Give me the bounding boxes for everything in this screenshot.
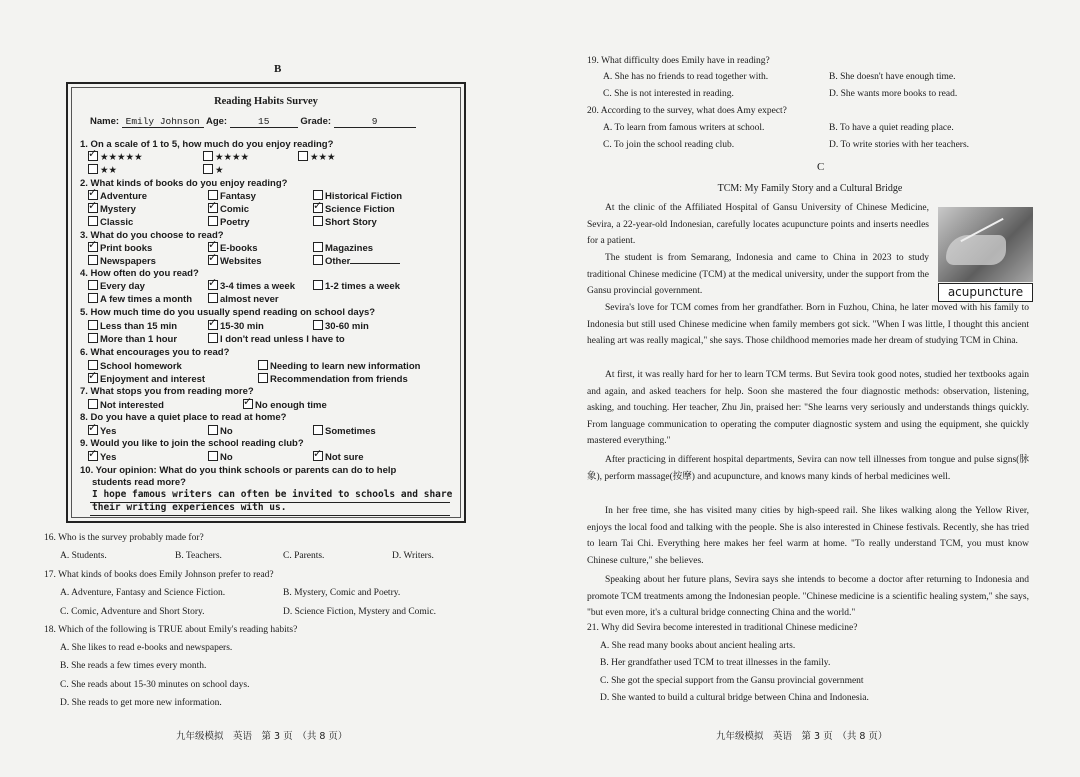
checkbox[interactable] xyxy=(88,280,98,290)
checkbox[interactable] xyxy=(88,320,98,330)
checkbox[interactable] xyxy=(208,451,218,461)
checkbox[interactable] xyxy=(313,280,323,290)
q1-option-4[interactable]: ★★★★ xyxy=(203,151,249,163)
survey-question-5: 5. How much time do you usually spend reading on school days? xyxy=(80,307,376,318)
q18-option-c[interactable]: C. She reads about 15-30 minutes on school days. xyxy=(60,680,250,690)
survey-question-4: 4. How often do you read? xyxy=(80,268,199,279)
q2-historical-fiction[interactable]: Historical Fiction xyxy=(313,190,402,202)
survey-question-6: 6. What encourages you to read? xyxy=(80,347,230,358)
q20-option-c[interactable]: C. To join the school reading club. xyxy=(603,140,735,150)
question-16: 16. Who is the survey probably made for? xyxy=(44,533,204,543)
q16-option-c[interactable]: C. Parents. xyxy=(283,551,325,561)
q20-option-d[interactable]: D. To write stories with her teachers. xyxy=(829,140,970,150)
age-value: 15 xyxy=(230,116,298,128)
survey-question-7: 7. What stops you from reading more? xyxy=(80,386,254,397)
q5-more-than-1h[interactable]: More than 1 hour xyxy=(88,333,177,345)
checkbox-checked[interactable] xyxy=(208,203,218,213)
q21-option-a[interactable]: A. She read many books about ancient healing arts. xyxy=(600,641,796,651)
survey-question-2: 2. What kinds of books do you enjoy reading? xyxy=(80,178,288,189)
acupuncture-caption: acupuncture xyxy=(938,283,1033,302)
checkbox[interactable] xyxy=(88,399,98,409)
q18-option-d[interactable]: D. She reads to get more new information. xyxy=(60,698,222,708)
q20-option-a[interactable]: A. To learn from famous writers at school. xyxy=(603,123,765,133)
q9-no[interactable]: No xyxy=(208,451,233,463)
q16-option-d[interactable]: D. Writers. xyxy=(392,551,434,561)
q17-option-b[interactable]: B. Mystery, Comic and Poetry. xyxy=(283,588,401,598)
q7-not-interested[interactable]: Not interested xyxy=(88,399,164,411)
article-paragraph-2: The student is from Semarang, Indonesia and came to China in 2023 to study traditional Chinese medicine (TCM) at the medical university, under the support from the Gansu provincial government. xyxy=(587,253,929,297)
q4-3-4-times[interactable]: ✓ 3-4 times a week xyxy=(208,280,295,292)
checkbox[interactable] xyxy=(313,242,323,252)
q17-option-a[interactable]: A. Adventure, Fantasy and Science Fiction. xyxy=(60,588,226,598)
q3-magazines[interactable]: Magazines xyxy=(313,242,373,254)
q5-15-30[interactable]: ✓ 15-30 min xyxy=(208,320,264,332)
q16-option-a[interactable]: A. Students. xyxy=(60,551,107,561)
article-paragraph-5: After practicing in different hospital departments, Sevira can now tell illnesses from tongue and pulse signs(脉象), perform massage(按摩) and acupuncture, and knows many kinds of herbal medicines well. xyxy=(587,455,1029,482)
question-17: 17. What kinds of books does Emily Johnson prefer to read? xyxy=(44,570,274,580)
q2-comic[interactable]: ✓ Comic xyxy=(208,203,249,215)
q16-option-b[interactable]: B. Teachers. xyxy=(175,551,222,561)
checkbox[interactable] xyxy=(258,373,268,383)
q19-option-c[interactable]: C. She is not interested in reading. xyxy=(603,89,734,99)
checkbox[interactable] xyxy=(208,216,218,226)
checkbox[interactable] xyxy=(88,164,98,174)
checkbox[interactable] xyxy=(298,151,308,161)
q8-yes[interactable]: ✓Yes xyxy=(88,425,116,437)
article-paragraph-1: At the clinic of the Affiliated Hospital of Gansu University of Chinese Medicine, Sevira, a 22-year-old Indonesian, carefully locates acupuncture points and inserts needles for a patient. xyxy=(587,203,929,247)
article-paragraph-4: At first, it was really hard for her to learn TCM terms. But Sevira took good notes, studied her textbooks again and again, and asked teachers for help. Soon she mastered the four diagnostic methods: observation, listening, asking, and touching. Her teacher, Zhu Jin, praised her: "She learns very seriously and understands things quickly. From language communication to operating the computer diagnostic system and using the equipment, she quickly mastered everything." xyxy=(587,370,1029,447)
q4-1-2-times[interactable]: 1-2 times a week xyxy=(313,280,400,292)
article-title: TCM: My Family Story and a Cultural Bridge xyxy=(717,183,903,194)
q17-option-c[interactable]: C. Comic, Adventure and Short Story. xyxy=(60,607,205,617)
survey-question-10: 10. Your opinion: What do you think schools or parents can do to help xyxy=(80,465,397,476)
checkbox-checked[interactable] xyxy=(88,425,98,435)
section-b-label: B xyxy=(274,63,282,75)
checkbox-checked[interactable] xyxy=(88,242,98,252)
q8-no[interactable]: No xyxy=(208,425,233,437)
handwritten-answer-line-1[interactable]: I hope famous writers can often be invited to schools and share xyxy=(92,489,453,500)
survey-question-1: 1. On a scale of 1 to 5, how much do you enjoy reading? xyxy=(80,139,334,150)
q3-other[interactable]: Other xyxy=(313,255,400,267)
q4-every-day[interactable]: Every day xyxy=(88,280,145,292)
checkbox[interactable] xyxy=(203,164,213,174)
checkbox[interactable] xyxy=(313,216,323,226)
q19-option-b[interactable]: B. She doesn't have enough time. xyxy=(829,72,956,82)
q18-option-a[interactable]: A. She likes to read e-books and newspapers. xyxy=(60,643,233,653)
grade-value: 9 xyxy=(334,116,416,128)
section-c-label: C xyxy=(817,161,825,173)
article-paragraph-6: In her free time, she has visited many cities by high-speed rail. She likes walking along the Yellow River, enjoys the local food and talking with the people. She is also interested in Chinese festivals. Recently, she has tried to learn Tai Chi. Everything here makes her feel warm at home. "To really understand TCM, you must know Chinese culture," she believes. xyxy=(587,506,1029,566)
checkbox-checked[interactable] xyxy=(88,151,98,161)
checkbox[interactable] xyxy=(313,425,323,435)
q9-not-sure[interactable]: ✓ Not sure xyxy=(313,451,364,463)
q20-option-b[interactable]: B. To have a quiet reading place. xyxy=(829,123,954,133)
checkbox-checked[interactable] xyxy=(208,280,218,290)
q9-yes[interactable]: ✓Yes xyxy=(88,451,116,463)
checkbox-checked[interactable] xyxy=(208,320,218,330)
q1-option-5[interactable]: ✓★★★★★ xyxy=(88,151,143,163)
q2-adventure[interactable]: ✓Adventure xyxy=(88,190,147,202)
checkbox[interactable] xyxy=(208,425,218,435)
checkbox-checked[interactable] xyxy=(243,399,253,409)
q7-no-time[interactable]: ✓ No enough time xyxy=(243,399,327,411)
q8-sometimes[interactable]: Sometimes xyxy=(313,425,376,437)
checkbox[interactable] xyxy=(88,293,98,303)
checkbox[interactable] xyxy=(88,333,98,343)
q2-fantasy[interactable]: Fantasy xyxy=(208,190,256,202)
q6-learn-new[interactable]: Needing to learn new information xyxy=(258,360,420,372)
q5-30-60[interactable]: 30-60 min xyxy=(313,320,369,332)
name-value: Emily Johnson xyxy=(122,116,204,128)
article-paragraph-3: Sevira's love for TCM comes from her grandfather. Born in Fuzhou, China, he later moved with his family to Indonesia but still used Chinese medicine when family members got sick. "When I was little, I thought this ancient healing art was really magical," she says. Those childhood memories made her dream of studying TCM in China. xyxy=(587,303,1029,347)
checkbox[interactable] xyxy=(208,293,218,303)
reading-habits-survey xyxy=(66,82,466,523)
checkbox[interactable] xyxy=(313,320,323,330)
q4-almost-never[interactable]: almost never xyxy=(208,293,279,305)
checkbox-checked[interactable] xyxy=(313,203,323,213)
q18-option-b[interactable]: B. She reads a few times every month. xyxy=(60,661,207,671)
q5-less-than-15[interactable]: Less than 15 min xyxy=(88,320,177,332)
q5-dont-read[interactable]: I don't read unless I have to xyxy=(208,333,345,345)
q17-option-d[interactable]: D. Science Fiction, Mystery and Comic. xyxy=(283,607,437,617)
question-21: 21. Why did Sevira become interested in traditional Chinese medicine? xyxy=(587,623,858,633)
q3-websites[interactable]: ✓ Websites xyxy=(208,255,262,267)
survey-question-9: 9. Would you like to join the school reading club? xyxy=(80,438,304,449)
q2-short-story[interactable]: Short Story xyxy=(313,216,377,228)
q21-option-d[interactable]: D. She wanted to build a cultural bridge between China and Indonesia. xyxy=(600,693,869,703)
checkbox-checked[interactable] xyxy=(88,203,98,213)
question-18: 18. Which of the following is TRUE about Emily's reading habits? xyxy=(44,625,298,635)
q4-few-times-month[interactable]: A few times a month xyxy=(88,293,192,305)
q1-option-3[interactable]: ★★★ xyxy=(298,151,336,163)
checkbox[interactable] xyxy=(208,333,218,343)
article-paragraph-7: Speaking about her future plans, Sevira says she intends to become a doctor after returning to Indonesia and promote TCM treatments among the Indonesian people. "Chinese medicine is a scientific healing system," she says, "but even more, it's a cultural bridge connecting China and the world." xyxy=(587,575,1029,619)
q19-option-d[interactable]: D. She wants more books to read. xyxy=(829,89,958,99)
survey-title: Reading Habits Survey xyxy=(214,96,318,107)
checkbox[interactable] xyxy=(258,360,268,370)
q2-classic[interactable]: Classic xyxy=(88,216,133,228)
page-footer-left: 九年级模拟 英语 第 3 页 （共 8 页） xyxy=(176,731,348,742)
question-20: 20. According to the survey, what does Amy expect? xyxy=(587,106,787,116)
q2-poetry[interactable]: Poetry xyxy=(208,216,250,228)
answer-underline-2 xyxy=(90,515,450,516)
q3-print-books[interactable]: ✓Print books xyxy=(88,242,152,254)
checkbox[interactable] xyxy=(203,151,213,161)
q21-option-c[interactable]: C. She got the special support from the Gansu provincial government xyxy=(600,676,864,686)
q6-homework[interactable]: School homework xyxy=(88,360,182,372)
question-19: 19. What difficulty does Emily have in reading? xyxy=(587,56,770,66)
q3-e-books[interactable]: ✓ E-books xyxy=(208,242,257,254)
q6-recommendation[interactable]: Recommendation from friends xyxy=(258,373,408,385)
checkbox[interactable] xyxy=(88,255,98,265)
checkbox[interactable] xyxy=(313,255,323,265)
survey-question-3: 3. What do you choose to read? xyxy=(80,230,224,241)
checkbox-checked[interactable] xyxy=(208,255,218,265)
survey-name-row: Name: Emily Johnson Age: 15 Grade: 9 xyxy=(90,116,416,128)
survey-question-8: 8. Do you have a quiet place to read at home? xyxy=(80,412,287,423)
q2-mystery[interactable]: ✓Mystery xyxy=(88,203,136,215)
q1-option-1[interactable]: ★ xyxy=(203,164,224,176)
survey-question-10-cont: students read more? xyxy=(92,477,186,488)
q19-option-a[interactable]: A. She has no friends to read together with. xyxy=(603,72,769,82)
q6-enjoyment[interactable]: ✓Enjoyment and interest xyxy=(88,373,205,385)
acupuncture-photo xyxy=(938,207,1033,282)
q21-option-b[interactable]: B. Her grandfather used TCM to treat illnesses in the family. xyxy=(600,658,831,668)
checkbox-checked[interactable] xyxy=(88,451,98,461)
q2-science-fiction[interactable]: ✓ Science Fiction xyxy=(313,203,395,215)
checkbox[interactable] xyxy=(88,216,98,226)
q3-newspapers[interactable]: Newspapers xyxy=(88,255,156,267)
handwritten-answer-line-2[interactable]: their writing experiences with us. xyxy=(92,502,287,513)
q1-option-2[interactable]: ★★ xyxy=(88,164,117,176)
checkbox-checked[interactable] xyxy=(313,451,323,461)
page-footer-right: 九年级模拟 英语 第 3 页 （共 8 页） xyxy=(716,731,888,742)
checkbox-checked[interactable] xyxy=(88,373,98,383)
